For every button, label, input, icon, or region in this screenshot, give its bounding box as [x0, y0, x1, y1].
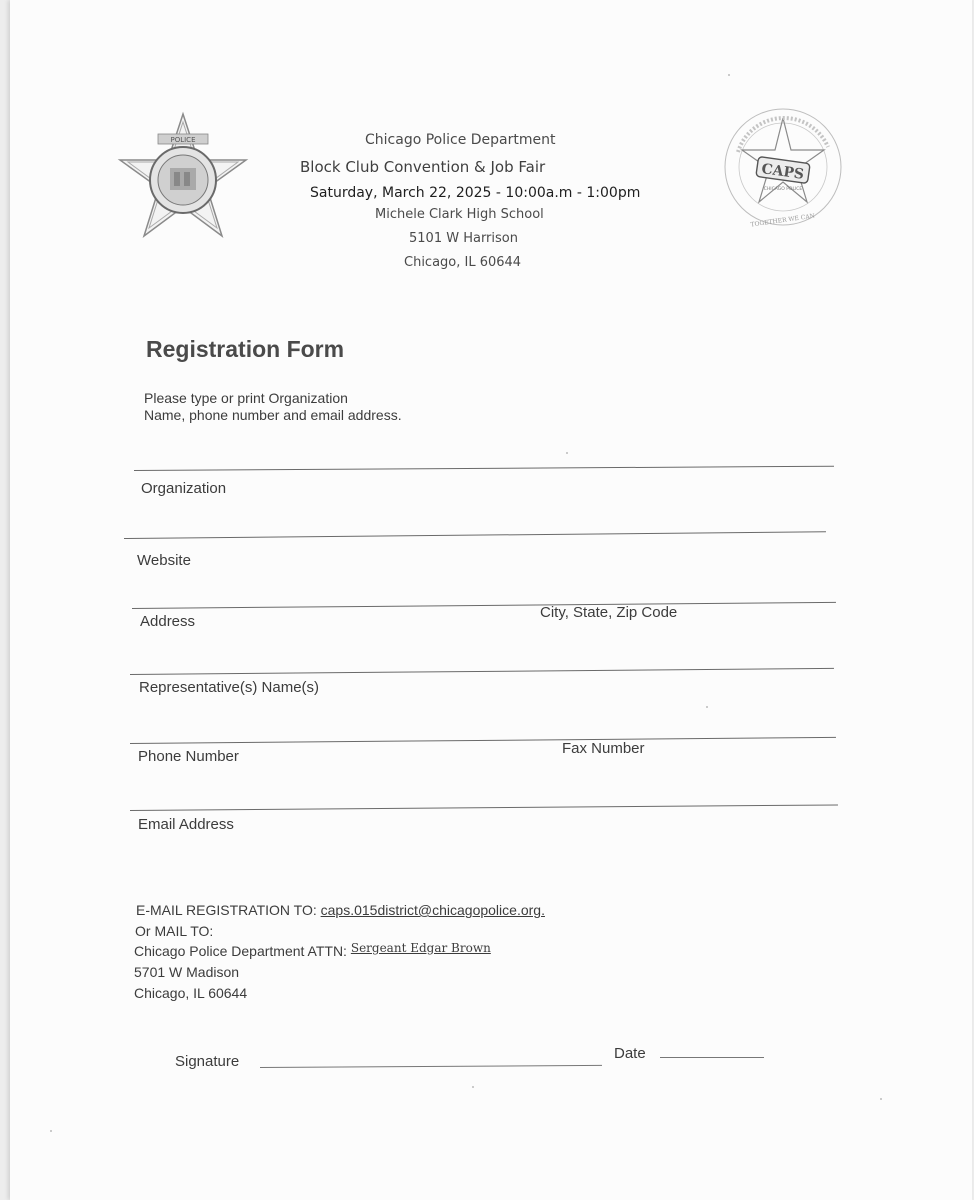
form-title: Registration Form — [146, 336, 345, 362]
city-state-zip-label: City, State, Zip Code — [540, 604, 678, 621]
phone-fax-line[interactable] — [130, 737, 836, 744]
mailing-city: Chicago, IL 60644 — [134, 985, 248, 1001]
fax-label: Fax Number — [562, 740, 645, 757]
header-event: Block Club Convention & Job Fair — [300, 158, 546, 176]
caps-logo-icon — [708, 92, 858, 242]
svg-text:CHICAGO POLICE: CHICAGO POLICE — [763, 187, 803, 192]
attn-label: Chicago Police Department ATTN: — [134, 943, 347, 959]
website-line[interactable] — [124, 531, 826, 539]
signature-label: Signature — [175, 1053, 240, 1070]
email-registration-address[interactable]: caps.015district@chicagopolice.org. — [320, 902, 545, 918]
svg-text:CAPS: CAPS — [760, 161, 805, 183]
scan-speck — [706, 706, 708, 708]
svg-text:TOGETHER WE CAN: TOGETHER WE CAN — [750, 212, 816, 229]
scan-speck — [728, 74, 730, 76]
instructions-line-2: Name, phone number and email address. — [144, 407, 402, 423]
scan-speck — [566, 452, 568, 454]
or-mail-label: Or MAIL TO: — [135, 923, 214, 939]
representatives-label: Representative(s) Name(s) — [139, 679, 320, 696]
svg-text:POLICE: POLICE — [170, 136, 196, 144]
date-line[interactable] — [660, 1057, 764, 1058]
police-star-badge-icon — [108, 108, 258, 258]
header-datetime: Saturday, March 22, 2025 - 10:00a.m - 1:00pm — [310, 185, 641, 201]
address-label: Address — [140, 613, 196, 630]
mailing-email-row — [136, 902, 545, 918]
organization-label: Organization — [141, 480, 227, 497]
organization-line[interactable] — [134, 466, 834, 471]
email-line[interactable] — [130, 804, 838, 811]
address-line[interactable] — [132, 602, 836, 609]
header-street: 5101 W Harrison — [409, 231, 518, 246]
scan-speck — [880, 1098, 882, 1100]
website-label: Website — [137, 552, 191, 569]
scan-speck — [472, 1086, 474, 1088]
scan-speck — [50, 1130, 52, 1132]
email-registration-label: E-MAIL REGISTRATION TO: — [136, 902, 317, 918]
header-department: Chicago Police Department — [365, 132, 556, 148]
date-label: Date — [614, 1045, 646, 1062]
mailing-street: 5701 W Madison — [134, 964, 240, 980]
phone-label: Phone Number — [138, 748, 239, 765]
instructions-line-1: Please type or print Organization — [144, 390, 348, 406]
document-page — [10, 0, 972, 1200]
signature-line[interactable] — [260, 1065, 602, 1068]
email-label: Email Address — [138, 816, 234, 833]
representatives-line[interactable] — [130, 668, 834, 675]
attn-name: Sergeant Edgar Brown — [350, 941, 491, 955]
header-city: Chicago, IL 60644 — [404, 255, 522, 270]
header-venue: Michele Clark High School — [375, 207, 544, 222]
mailing-attn-row — [134, 943, 491, 959]
